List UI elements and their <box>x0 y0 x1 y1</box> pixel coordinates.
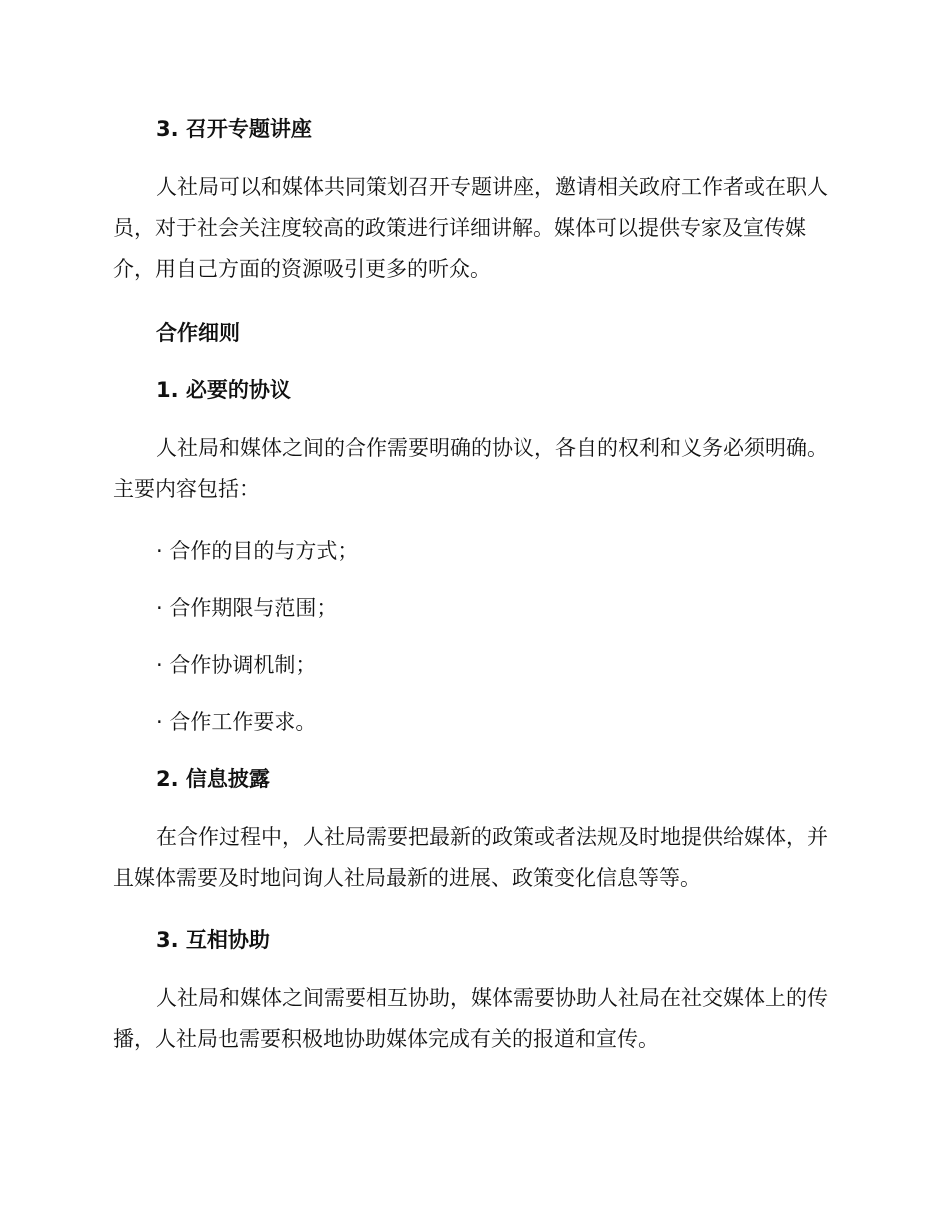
section-heading-assistance: 3. 互相协助 <box>156 928 270 952</box>
section-heading-lecture: 3. 召开专题讲座 <box>156 117 312 141</box>
section-heading-disclosure: 2. 信息披露 <box>156 767 270 791</box>
paragraph-agreement: 人社局和媒体之间的合作需要明确的协议，各自的权利和义务必须明确。主要内容包括： <box>113 436 828 501</box>
paragraph-lecture: 人社局可以和媒体共同策划召开专题讲座，邀请相关政府工作者或在职人员，对于社会关注度较高的政策进行详细讲解。媒体可以提供专家及宣传媒介，用自己方面的资源吸引更多的听众。 <box>113 175 828 281</box>
section-heading-agreement: 1. 必要的协议 <box>156 378 291 402</box>
bullet-item: · 合作期限与范围； <box>156 596 338 620</box>
bullet-item: · 合作工作要求。 <box>156 710 317 734</box>
paragraph-assistance: 人社局和媒体之间需要相互协助，媒体需要协助人社局在社交媒体上的传播，人社局也需要积极地协助媒体完成有关的报道和宣传。 <box>113 986 828 1051</box>
bullet-item: · 合作的目的与方式； <box>156 539 359 563</box>
bullet-item: · 合作协调机制； <box>156 653 317 677</box>
paragraph-disclosure: 在合作过程中，人社局需要把最新的政策或者法规及时地提供给媒体，并且媒体需要及时地问询人社局最新的进展、政策变化信息等等。 <box>113 825 828 890</box>
section-title-cooperation: 合作细则 <box>156 321 240 345</box>
